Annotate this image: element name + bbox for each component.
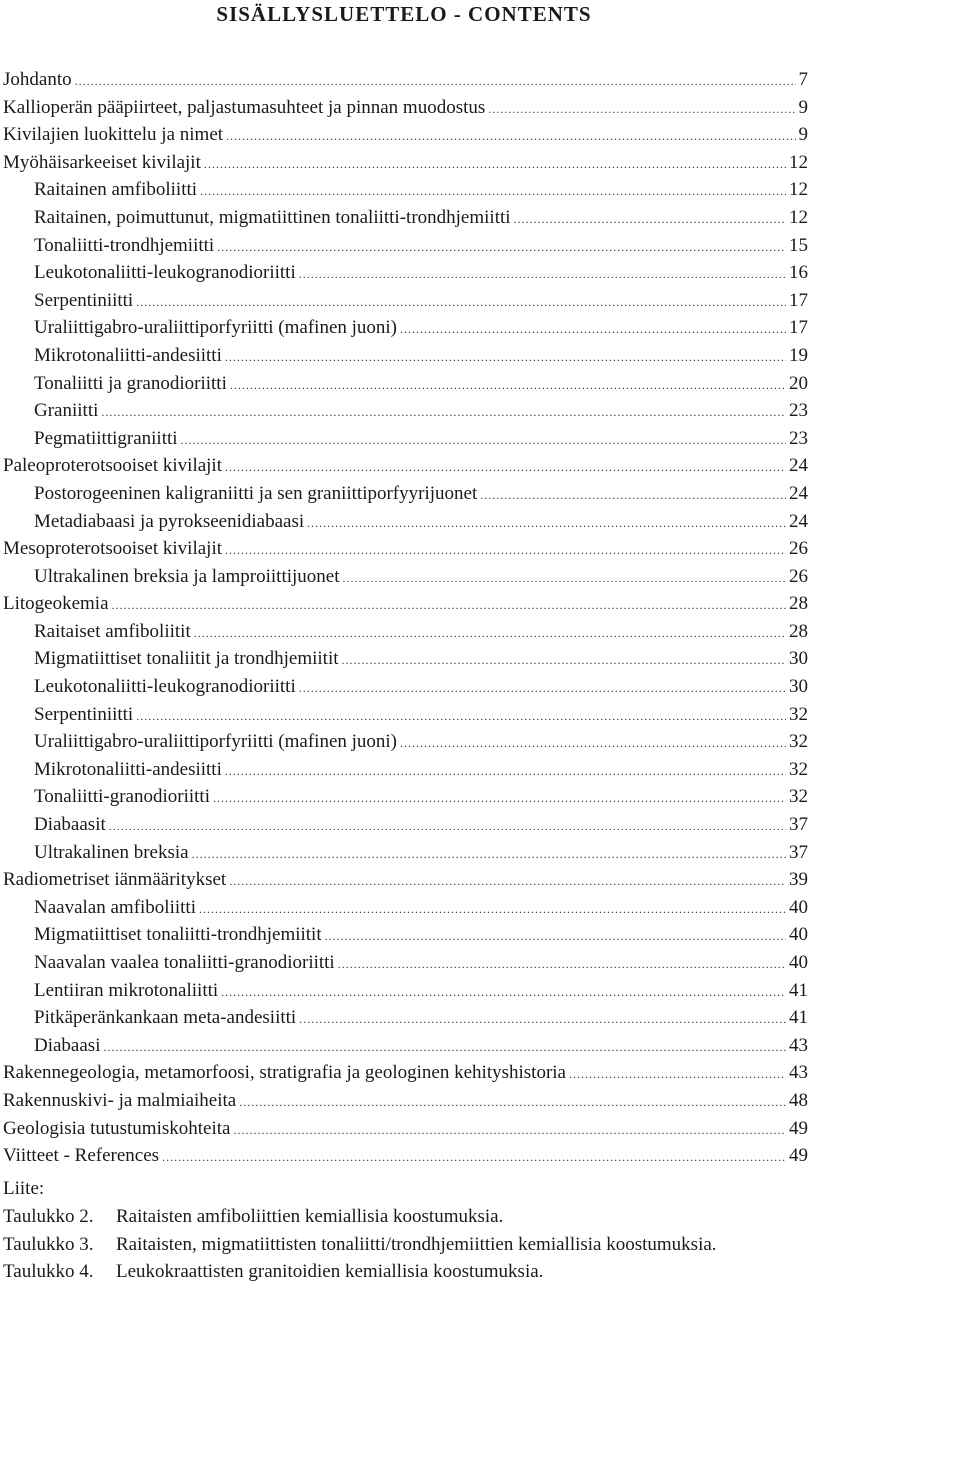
toc-entry-page: 28 (789, 593, 808, 615)
appendix-heading: Liite: (3, 1178, 45, 1199)
appendix-item-text: Raitaisten amfiboliittien kemiallisia koostumuksia. (116, 1206, 504, 1227)
dot-leader (136, 289, 786, 317)
toc-entry-label: Myöhäisarkeeiset kivilajit (3, 151, 201, 173)
toc-entry-label: Lentiiran mikrotonaliitti (34, 979, 219, 1001)
toc-entry-page: 26 (789, 538, 808, 560)
toc-entry (3, 894, 808, 922)
dot-leader (514, 206, 786, 234)
toc-entry (3, 949, 808, 977)
toc-entry-label: Radiometriset iänmääritykset (3, 869, 227, 891)
toc-entry (3, 921, 808, 949)
appendix-item (3, 1203, 833, 1231)
toc-entry-label: Rakennegeologia, metamorfoosi, stratigrafia ja geologinen kehityshistoria (3, 1062, 566, 1084)
toc-entry (3, 783, 808, 811)
dot-leader (343, 565, 787, 593)
dot-leader (213, 785, 786, 813)
toc-entry (3, 121, 808, 149)
dot-leader (400, 730, 786, 758)
toc-entry-page: 48 (789, 1089, 808, 1111)
dot-leader (112, 592, 786, 620)
dot-leader (307, 510, 786, 538)
toc-entry-label: Kallioperän pääpiirteet, paljastumasuhteet ja pinnan muodostus (3, 96, 486, 118)
dot-leader (239, 1089, 786, 1117)
dot-leader (230, 372, 786, 400)
toc-entry-page: 37 (789, 841, 808, 863)
dot-leader (136, 703, 786, 731)
toc-entry-label: Naavalan amfiboliitti (34, 896, 196, 918)
dot-leader (204, 151, 786, 179)
toc-entry-page: 30 (789, 648, 808, 670)
dot-leader (225, 758, 786, 786)
dot-leader (480, 482, 786, 510)
toc-entry-page: 19 (789, 344, 808, 366)
toc-entry-label: Pegmatiittigraniitti (34, 427, 178, 449)
dot-leader (200, 178, 786, 206)
toc-entry (3, 590, 808, 618)
toc-entry-page: 49 (789, 1117, 808, 1139)
toc-entry (3, 563, 808, 591)
toc-entry-page: 40 (789, 924, 808, 946)
dot-leader (325, 923, 786, 951)
dot-leader (225, 454, 786, 482)
table-of-contents (3, 66, 808, 1170)
toc-entry-page: 16 (789, 262, 808, 284)
dot-leader (299, 675, 786, 703)
toc-entry-page: 28 (789, 620, 808, 642)
dot-leader (299, 1006, 786, 1034)
toc-entry (3, 204, 808, 232)
toc-entry-page: 12 (789, 206, 808, 228)
toc-entry (3, 535, 808, 563)
appendix-item-text: Raitaisten, migmatiittisten tonaliitti/trondhjemiittien kemiallisia koostumuksia. (116, 1233, 717, 1255)
dot-leader (229, 868, 786, 896)
toc-entry-page: 12 (789, 179, 808, 201)
toc-entry (3, 480, 808, 508)
toc-entry (3, 452, 808, 480)
toc-entry-page: 43 (789, 1062, 808, 1084)
toc-entry (3, 977, 808, 1005)
toc-entry (3, 259, 808, 287)
appendix-section (3, 1175, 833, 1286)
toc-entry-page: 41 (789, 1007, 808, 1029)
toc-entry-page: 40 (789, 896, 808, 918)
toc-entry-label: Graniitti (34, 400, 99, 422)
toc-entry-label: Tonaliitti-granodioriitti (34, 786, 210, 808)
toc-entry-label: Geologisia tutustumiskohteita (3, 1117, 231, 1139)
toc-entry (3, 1142, 808, 1170)
toc-entry-label: Viitteet - References (3, 1145, 160, 1167)
dot-leader (199, 896, 786, 924)
toc-entry-label: Diabaasit (34, 814, 106, 836)
dot-leader (221, 979, 786, 1007)
toc-entry (3, 342, 808, 370)
toc-entry-label: Postorogeeninen kaligraniitti ja sen graniittiporfyyrijuonet (34, 482, 478, 504)
toc-entry-page: 23 (789, 427, 808, 449)
toc-entry-label: Ultrakalinen breksia ja lamproiittijuonet (34, 565, 340, 587)
toc-entry-page: 24 (789, 510, 808, 532)
dot-leader (226, 123, 795, 151)
toc-entry-page: 24 (789, 482, 808, 504)
toc-entry-label: Leukotonaliitti-leukogranodioriitti (34, 676, 296, 698)
toc-entry-label: Leukotonaliitti-leukogranodioriitti (34, 262, 296, 284)
toc-entry-page: 43 (789, 1034, 808, 1056)
toc-entry-label: Migmatiittiset tonaliitit ja trondhjemiitit (34, 648, 339, 670)
toc-entry-label: Uraliittigabro-uraliittiporfyriitti (mafinen juoni) (34, 731, 398, 753)
appendix-item (3, 1231, 833, 1259)
toc-entry-label: Rakennuskivi- ja malmiaiheita (3, 1089, 237, 1111)
toc-entry-label: Uraliittigabro-uraliittiporfyriitti (mafinen juoni) (34, 317, 398, 339)
toc-entry-label: Migmatiittiset tonaliitti-trondhjemiitit (34, 924, 322, 946)
toc-entry-page: 37 (789, 814, 808, 836)
toc-entry-label: Kivilajien luokittelu ja nimet (3, 124, 224, 146)
toc-entry-page: 17 (789, 317, 808, 339)
appendix-item (3, 1258, 833, 1286)
toc-entry (3, 673, 808, 701)
toc-entry-page: 32 (789, 703, 808, 725)
appendix-item-key: Taulukko 4. (3, 1261, 94, 1283)
toc-entry (3, 1004, 808, 1032)
toc-entry-page: 49 (789, 1145, 808, 1167)
toc-entry-page: 15 (789, 234, 808, 256)
appendix-list (3, 1203, 833, 1286)
dot-leader (225, 344, 786, 372)
toc-entry-page: 23 (789, 400, 808, 422)
toc-entry (3, 232, 808, 260)
toc-entry-page: 32 (789, 758, 808, 780)
dot-leader (338, 951, 786, 979)
toc-entry-page: 30 (789, 676, 808, 698)
dot-leader (162, 1144, 786, 1172)
toc-entry (3, 149, 808, 177)
toc-entry-label: Paleoproterotsooiset kivilajit (3, 455, 222, 477)
toc-entry (3, 94, 808, 122)
appendix-item-key: Taulukko 2. (3, 1206, 94, 1227)
toc-entry (3, 287, 808, 315)
dot-leader (194, 620, 786, 648)
toc-entry-page: 20 (789, 372, 808, 394)
dot-leader (192, 841, 786, 869)
toc-entry (3, 397, 808, 425)
toc-entry (3, 1059, 808, 1087)
toc-entry (3, 701, 808, 729)
toc-entry (3, 176, 808, 204)
dot-leader (109, 813, 786, 841)
toc-entry-page: 9 (798, 96, 808, 118)
dot-leader (181, 427, 786, 455)
toc-entry-label: Raitaiset amfiboliitit (34, 620, 191, 642)
toc-entry (3, 508, 808, 536)
dot-leader (233, 1117, 786, 1145)
toc-entry-page: 32 (789, 786, 808, 808)
toc-entry-label: Tonaliitti ja granodioriitti (34, 372, 227, 394)
toc-entry-label: Diabaasi (34, 1034, 101, 1056)
toc-entry (3, 370, 808, 398)
toc-entry-page: 12 (789, 151, 808, 173)
toc-entry (3, 618, 808, 646)
toc-entry-page: 9 (798, 124, 808, 146)
toc-entry-page: 32 (789, 731, 808, 753)
toc-entry-page: 24 (789, 455, 808, 477)
toc-entry (3, 728, 808, 756)
toc-entry-page: 39 (789, 869, 808, 891)
toc-entry-label: Pitkäperänkankaan meta-andesiitti (34, 1007, 297, 1029)
dot-leader (342, 647, 786, 675)
dot-leader (101, 399, 786, 427)
toc-entry-label: Mikrotonaliitti-andesiitti (34, 344, 222, 366)
appendix-item-text: Leukokraattisten granitoidien kemiallisia koostumuksia. (116, 1261, 544, 1283)
toc-entry-label: Mikrotonaliitti-andesiitti (34, 758, 222, 780)
toc-entry (3, 66, 808, 94)
dot-leader (488, 96, 795, 124)
dot-leader (400, 316, 786, 344)
toc-entry-page: 26 (789, 565, 808, 587)
toc-entry (3, 756, 808, 784)
toc-entry (3, 839, 808, 867)
toc-entry-page: 7 (798, 69, 808, 90)
toc-entry-label: Naavalan vaalea tonaliitti-granodioriitti (34, 952, 335, 973)
toc-entry-label: Litogeokemia (3, 593, 109, 615)
toc-entry-label: Serpentiniitti (34, 703, 134, 725)
toc-entry-page: 17 (789, 289, 808, 311)
toc-entry (3, 425, 808, 453)
toc-entry-page: 41 (789, 979, 808, 1001)
dot-leader (75, 68, 796, 96)
toc-entry-label: Serpentiniitti (34, 289, 134, 311)
toc-entry-label: Ultrakalinen breksia (34, 841, 189, 863)
dot-leader (225, 537, 786, 565)
appendix-item-key: Taulukko 3. (3, 1233, 94, 1255)
dot-leader (569, 1061, 786, 1089)
toc-entry-label: Raitainen amfiboliitti (34, 179, 198, 201)
toc-entry (3, 645, 808, 673)
dot-leader (217, 234, 786, 262)
toc-entry (3, 1087, 808, 1115)
page-title: SISÄLLYSLUETTELO - CONTENTS (216, 2, 592, 26)
toc-entry (3, 811, 808, 839)
toc-entry (3, 866, 808, 894)
toc-entry (3, 1032, 808, 1060)
toc-entry-label: Metadiabaasi ja pyrokseenidiabaasi (34, 510, 305, 532)
dot-leader (299, 261, 786, 289)
toc-entry-label: Mesoproterotsooiset kivilajit (3, 538, 223, 560)
toc-entry-label: Johdanto (3, 69, 72, 90)
toc-entry (3, 314, 808, 342)
toc-entry-page: 40 (789, 952, 808, 973)
toc-entry-label: Tonaliitti-trondhjemiitti (34, 234, 215, 256)
toc-entry (3, 1115, 808, 1143)
toc-entry-label: Raitainen, poimuttunut, migmatiittinen tonaliitti-trondhjemiitti (34, 206, 511, 228)
dot-leader (103, 1034, 786, 1062)
